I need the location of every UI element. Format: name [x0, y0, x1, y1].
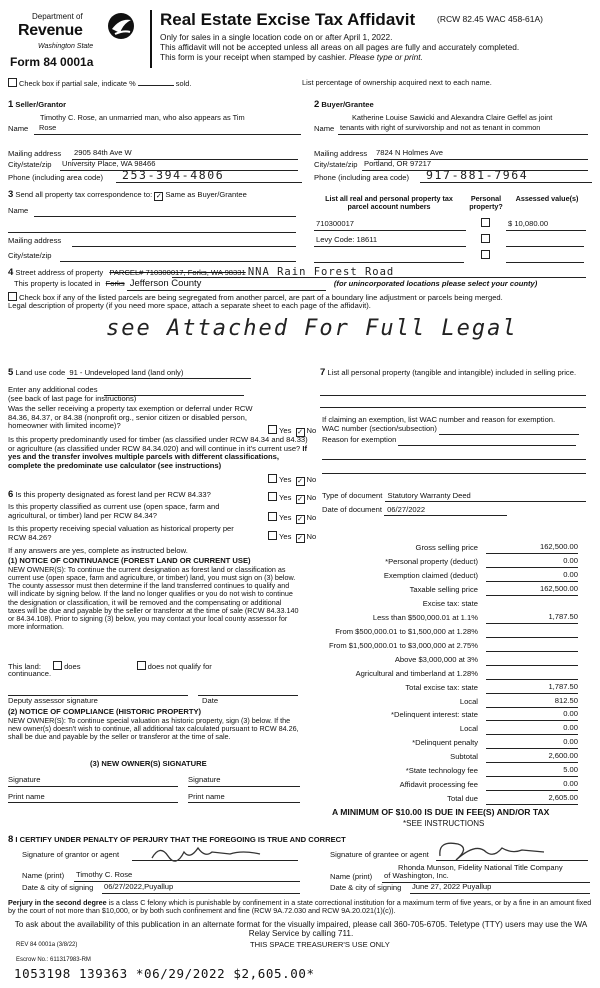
- grantor-sig-label: Signature of grantor or agent: [22, 850, 120, 859]
- new-owner-signature-title: (3) NEW OWNER(S) SIGNATURE: [90, 759, 207, 768]
- notice-continuance-title: (1) NOTICE OF CONTINUANCE (FOREST LAND OR CURRENT USE): [8, 556, 251, 565]
- grantor-signature-scribble: [150, 842, 270, 864]
- totals-row: [322, 568, 578, 582]
- corr-name-field-2[interactable]: [8, 222, 296, 233]
- grantee-name-label: Name (print): [330, 872, 373, 881]
- totals-row-label: Above $3,000,000 at 3%: [394, 655, 478, 665]
- deputy-date-label: Date: [202, 696, 219, 705]
- street-address-handwritten[interactable]: NNA Rain Forest Road: [247, 266, 395, 278]
- struck-parcel-text: PARCEL# 710300017, Forks, WA 98331: [109, 268, 246, 277]
- totals-row: [322, 749, 578, 763]
- agency-name: Revenue: [18, 22, 83, 39]
- treasurer-use: THIS SPACE TREASURER'S USE ONLY: [250, 940, 390, 949]
- grantor-date-field[interactable]: 06/27/2022,Puyallup: [102, 883, 300, 894]
- personal-col-header: Personal property?: [469, 194, 503, 212]
- personal-property-field-2[interactable]: [320, 406, 586, 408]
- totals-row-label: Local: [459, 724, 478, 734]
- grantee-sig-label: Signature of grantee or agent: [330, 850, 429, 859]
- forest-q2: Is this property classified as current use (open space, farm and agricultural, or timber) land per RCW 84.34?: [8, 502, 220, 520]
- document-date-row: Date of document 06/27/2022: [322, 506, 507, 516]
- agency-line1: Department of: [32, 12, 83, 21]
- totals-row-value[interactable]: 1,787.50: [486, 613, 578, 624]
- totals-row-value[interactable]: 0.00: [486, 738, 578, 749]
- legal-description-label: Legal description of property (if you need more space, attach a separate sheet to each page of the affidavit).: [8, 301, 371, 310]
- buyer-name-field[interactable]: tenants with right of survivorship and not as tenant in common: [338, 124, 588, 135]
- header-notice-2: This affidavit will not be accepted unless all areas on all pages are fully and accurately completed.: [160, 42, 520, 52]
- reason-label: Reason for exemption: [322, 436, 576, 446]
- street-row: 4 Street address of property PARCEL# 710300017, Forks, WA 98331 NNA Rain Forest Road: [8, 266, 395, 278]
- personal-property-heading: 7 List all personal property (tangible and intangible) included in selling price.: [320, 367, 577, 378]
- segregated-row: Check box if any of the listed parcels are being segregated from another parcel, are part of a boundary line adjustment or parcels being merged.: [8, 292, 594, 303]
- minimum-fee-note: A MINIMUM OF $10.00 IS DUE IN FEE(S) AND/OR TAX: [332, 807, 550, 817]
- escrow-number: Escrow No.: 611317983-RM: [16, 957, 91, 963]
- wac-label: WAC number (section/subsection): [322, 425, 579, 435]
- totals-row-value[interactable]: 162,500.00: [486, 543, 578, 554]
- grantee-date-label: Date & city of signing: [330, 883, 402, 892]
- land-use-row: 5 Land use code 91 - Undeveloped land (land only): [8, 368, 251, 379]
- seller-name-field[interactable]: Rose: [34, 124, 301, 135]
- form-title: Real Estate Excise Tax Affidavit: [160, 10, 416, 29]
- totals-row-value[interactable]: 812.50: [486, 697, 578, 708]
- corr-city-label: City/state/zip: [8, 251, 52, 260]
- parcel-row-1[interactable]: 710300017: [314, 220, 466, 231]
- new-owner-print-label-2: Print name: [188, 792, 225, 801]
- grantor-date-label: Date & city of signing: [22, 883, 94, 892]
- totals-row-label: From $500,000.01 to $1,500,000 at 1.28%: [335, 627, 478, 637]
- totals-row-label: Taxable selling price: [409, 585, 478, 595]
- document-date-field[interactable]: 06/27/2022: [384, 506, 507, 516]
- new-owner-sig-field-1[interactable]: [8, 785, 178, 787]
- totals-row-value[interactable]: 1,787.50: [486, 683, 578, 694]
- form-number: Form 84 0001a: [10, 55, 94, 69]
- ag-no-checkbox[interactable]: ✓: [297, 478, 303, 485]
- grantee-name-field[interactable]: of Washington, Inc.: [382, 872, 590, 883]
- additional-codes-note: (see back of last page for instructions): [8, 394, 137, 403]
- agency-logo: [8, 10, 142, 60]
- totals-row-value[interactable]: 0.00: [486, 571, 578, 582]
- totals-row-label: *Delinquent interest: state: [391, 710, 478, 720]
- totals-row-value[interactable]: 2,600.00: [486, 752, 578, 763]
- totals-row-value[interactable]: 5.00: [486, 766, 578, 777]
- ag-question: Is this property predominantly used for timber (as classified under RCW 84.34 and 84.33) or agriculture (as classified under RCW 84.34.020) and will continue in it's current use? If yes and the transfer involves multiple parcels with different classifications, complete the predominate use calculator (see instructions): [8, 435, 308, 471]
- totals-row-label: Gross selling price: [415, 543, 478, 553]
- land-does-not-checkbox[interactable]: [137, 661, 146, 670]
- totals-row: [322, 540, 578, 554]
- totals-row-label: Local: [459, 697, 478, 707]
- county-field[interactable]: Jefferson County: [127, 279, 326, 291]
- personal-property-field-1[interactable]: [320, 394, 586, 396]
- buyer-name-label: Name: [314, 124, 335, 133]
- totals-row: [322, 763, 578, 777]
- exemption-question: Was the seller receiving a property tax exemption or deferral under RCW 84.36, 84.37, or 84.38 (nonprofit org., senior citizen or disabled person, homeowner with limited income)?: [8, 404, 253, 431]
- partial-sale-checkbox[interactable]: [8, 78, 17, 87]
- land-does-checkbox[interactable]: [53, 661, 62, 670]
- rev-number: REV 84 0001a (3/8/22): [16, 942, 78, 948]
- land-use-field[interactable]: 91 - Undeveloped land (land only): [67, 369, 251, 379]
- totals-row-label: Total due: [447, 794, 478, 804]
- reason-field[interactable]: [398, 436, 576, 446]
- corr-mailing-field[interactable]: [72, 236, 296, 247]
- parcel-col-header: List all real and personal property tax parcel account numbers: [325, 194, 453, 212]
- header-divider: [150, 10, 152, 68]
- buyer-phone-label: Phone (including area code): [314, 173, 409, 182]
- assessed-row-3[interactable]: [506, 252, 584, 263]
- totals-row: [322, 582, 578, 596]
- forest-q2-yes[interactable]: [268, 512, 277, 521]
- exemption-yes-no: Yes ✓ No: [268, 425, 316, 437]
- grantee-signature-scribble: [436, 838, 556, 864]
- ag-yes-no: Yes ✓ No: [268, 474, 316, 486]
- same-as-buyer-checkbox[interactable]: ✓: [155, 193, 162, 200]
- parcel-row-3[interactable]: [314, 252, 464, 263]
- forest-q3-yes[interactable]: [268, 531, 277, 540]
- reason-field-3[interactable]: [322, 472, 586, 474]
- forest-q1-yes[interactable]: [268, 492, 277, 501]
- buyer-city-label: City/state/zip: [314, 160, 358, 169]
- treasurer-stamp: 1053198 139363 *06/29/2022 $2,605.00*: [14, 966, 315, 981]
- totals-row: [322, 666, 578, 680]
- totals-row-value[interactable]: 162,500.00: [486, 585, 578, 596]
- exemption-yes-checkbox[interactable]: [268, 425, 277, 434]
- reason-field-2[interactable]: [322, 458, 586, 460]
- totals-row-label: Excise tax: state: [422, 599, 478, 609]
- certify-heading: 8 I CERTIFY UNDER PENALTY OF PERJURY THAT THE FOREGOING IS TRUE AND CORRECT: [8, 834, 346, 845]
- partial-sale-row: Check box if partial sale, indicate % sold.: [8, 78, 191, 89]
- if-yes-note: If any answers are yes, complete as instructed below.: [8, 546, 188, 555]
- totals-row: [322, 777, 578, 791]
- forest-q3: Is this property receiving special valuation as historical property per RCW 84.26?: [8, 524, 234, 542]
- seller-mailing-label: Mailing address: [8, 149, 62, 158]
- notice-continuance-text: NEW OWNER(S): To continue the current designation as forest land or classification as current use (open space, farm and agriculture, or timber) land, you must sign on (3) below. The county assessor must then determine if the land transferred continues to qualify and will indicate by signing below. If the land no longer qualifies or you do not wish to continue the designation or classification, it will be removed and the compensating or additional taxes will be due and payable by the seller or transferor at the time of sale (RCW 84.33.140 or 84.34.108). Prior to signing (3) below, you may contact your local county assessor for more information.: [8, 565, 299, 631]
- new-owner-print-label-1: Print name: [8, 792, 45, 801]
- seller-mailing-field[interactable]: 2905 84th Ave W: [72, 149, 298, 160]
- totals-row: [322, 721, 578, 735]
- parcel-row-2[interactable]: Levy Code: 18611: [314, 236, 466, 247]
- totals-row: [322, 707, 578, 721]
- agency-state: Washington State: [38, 43, 94, 50]
- totals-row-value[interactable]: 0.00: [486, 724, 578, 735]
- seller-city-field[interactable]: University Place, WA 98466: [60, 160, 298, 171]
- totals-row: [322, 791, 578, 805]
- notice-compliance-text: NEW OWNER(S): To continue special valuation as historic property, sign (3) below. If the new owner(s) doesn't wish to continue, all additional tax calculated pursuant to RCW 84.26, shall be due and payable by the seller or transferor at the time of sale.: [8, 716, 299, 742]
- grantee-date-field[interactable]: June 27, 2022 Puyallup: [410, 883, 590, 894]
- totals-row-label: *Personal property (deduct): [385, 557, 478, 567]
- totals-row: [322, 624, 578, 638]
- revenue-logo-icon: [106, 10, 136, 42]
- buyer-city-field[interactable]: Portland, OR 97217: [362, 160, 588, 171]
- partial-sale-percent-field[interactable]: [138, 85, 174, 86]
- continuance-label: continuance.: [8, 669, 52, 678]
- new-owner-sig-label-1: Signature: [8, 775, 41, 784]
- buyer-heading: 2 Buyer/Grantee: [314, 99, 374, 110]
- totals-row: [322, 652, 578, 666]
- totals-row-value[interactable]: 2,605.00: [486, 794, 578, 805]
- totals-row-label: *Delinquent penalty: [412, 738, 478, 748]
- grantor-name-field[interactable]: Timothy C. Rose: [74, 871, 300, 882]
- header-notice-1: Only for sales in a single location code on or after April 1, 2022.: [160, 32, 393, 42]
- perjury-notice: Perjury in the second degree is a class C felony which is punishable by confinement in a state correctional institution for a maximum term of five years, or by a fine in an amount fixed by the court of not more than $10,000, or by both such confinement and fine (RCW 9A.72.030 and RCW 9A.20.021(1)(c)).: [8, 898, 592, 916]
- totals-row-value[interactable]: 0.00: [486, 780, 578, 791]
- totals-row-label: Subtotal: [450, 752, 478, 762]
- totals-row-label: Total excise tax: state: [405, 683, 478, 693]
- totals-row: [322, 735, 578, 749]
- buyer-name-line1: Katherine Louise Sawicki and Alexandra Claire Geffel as joint: [352, 113, 553, 122]
- totals-row-label: Less than $500,000.01 at 1.1%: [372, 613, 478, 623]
- availability-notice: To ask about the availability of this publication in an alternate format for the visually impaired, please call 360-705-6705. Teletype (TTY) users may use the WA Relay Service by calling 711.: [14, 920, 588, 939]
- additional-codes-label: Enter any additional codes: [8, 386, 244, 396]
- seller-name-line1: Timothy C. Rose, an unmarried man, who also appears as Tim: [40, 113, 245, 122]
- buyer-mailing-label: Mailing address: [314, 149, 368, 158]
- totals-row: [322, 554, 578, 568]
- located-row: This property is located in Forks Jefferson County (for unincorporated locations please select your county): [14, 278, 538, 289]
- exemption-no-checkbox[interactable]: ✓: [297, 429, 303, 436]
- forest-q3-no[interactable]: ✓: [297, 535, 303, 542]
- totals-row-label: Agricultural and timberland at 1.28%: [355, 669, 478, 679]
- seller-heading: 1 Seller/Grantor: [8, 99, 67, 110]
- street-address-field[interactable]: [172, 276, 586, 278]
- totals-row-value[interactable]: 0.00: [486, 557, 578, 568]
- document-type-row: Type of document Statutory Warranty Deed: [322, 492, 586, 502]
- buyer-mailing-field[interactable]: 7824 N Holmes Ave: [374, 149, 588, 160]
- totals-row: [322, 680, 578, 694]
- new-owner-print-field-1[interactable]: [8, 801, 178, 803]
- assessed-row-2[interactable]: [506, 236, 584, 247]
- deputy-signature-label: Deputy assessor signature: [8, 696, 98, 705]
- ag-yes-checkbox[interactable]: [268, 474, 277, 483]
- assessed-row-1[interactable]: $ 10,080.00: [506, 220, 586, 231]
- corr-name-field[interactable]: [34, 206, 296, 217]
- forest-q1-yes-no: Yes ✓ No: [268, 492, 316, 504]
- segregated-checkbox[interactable]: [8, 292, 17, 301]
- totals-row-label: Affidavit processing fee: [399, 780, 478, 790]
- correspondence-heading: 3 Send all property tax correspondence to: ✓ Same as Buyer/Grantee: [8, 189, 247, 200]
- forest-q1-no[interactable]: ✓: [297, 496, 303, 503]
- wac-field[interactable]: [439, 425, 579, 435]
- assessed-col-header: Assessed value(s): [515, 194, 579, 203]
- buyer-phone-field[interactable]: 917-881-7964: [420, 169, 592, 183]
- personal-property-checkbox-3[interactable]: [481, 250, 490, 259]
- grantee-name-line1: Rhonda Munson, Fidelity National Title Company: [398, 863, 563, 872]
- forest-q2-yes-no: Yes ✓ No: [268, 512, 316, 524]
- personal-property-checkbox-2[interactable]: [481, 234, 490, 243]
- seller-city-label: City/state/zip: [8, 160, 52, 169]
- ownership-note: List percentage of ownership acquired next to each name.: [302, 78, 492, 87]
- wac-note: If claiming an exemption, list WAC number and reason for exemption.: [322, 415, 556, 424]
- grantor-name-label: Name (print): [22, 871, 65, 880]
- document-type-field[interactable]: Statutory Warranty Deed: [385, 492, 586, 502]
- new-owner-sig-label-2: Signature: [188, 775, 221, 784]
- totals-row: [322, 610, 578, 624]
- forest-q3-yes-no: Yes ✓ No: [268, 531, 316, 543]
- corr-mailing-label: Mailing address: [8, 236, 62, 245]
- forest-q1: 6 Is this property designated as forest land per RCW 84.33?: [8, 489, 211, 500]
- seller-name-label: Name: [8, 124, 29, 133]
- totals-row-label: Exemption claimed (deduct): [383, 571, 478, 581]
- corr-name-label: Name: [8, 206, 29, 215]
- totals-row: [322, 638, 578, 652]
- corr-city-field[interactable]: [60, 251, 296, 262]
- seller-phone-label: Phone (including area code): [8, 173, 103, 182]
- header-notice-3: This form is your receipt when stamped by cashier. Please type or print.: [160, 52, 423, 62]
- personal-property-checkbox-1[interactable]: [481, 218, 490, 227]
- legal-description-handwritten[interactable]: see Attached For Full Legal: [106, 316, 518, 341]
- totals-row-label: *State technology fee: [405, 766, 478, 776]
- forest-q2-no[interactable]: ✓: [297, 516, 303, 523]
- new-owner-sig-field-2[interactable]: [188, 785, 300, 787]
- notice-compliance-title: (2) NOTICE OF COMPLIANCE (HISTORIC PROPERTY): [8, 707, 202, 716]
- form-citation: (RCW 82.45 WAC 458-61A): [437, 14, 543, 24]
- new-owner-print-field-2[interactable]: [188, 801, 300, 803]
- totals-row-value[interactable]: 0.00: [486, 710, 578, 721]
- seller-phone-field[interactable]: 253-394-4806: [116, 169, 302, 183]
- totals-row: [322, 694, 578, 708]
- totals-row-label: From $1,500,000.01 to $3,000,000 at 2.75%: [328, 641, 478, 651]
- see-instructions-note: *SEE INSTRUCTIONS: [403, 819, 485, 828]
- this-land-row: This land: does does not qualify for: [8, 662, 212, 671]
- totals-row: [322, 596, 578, 610]
